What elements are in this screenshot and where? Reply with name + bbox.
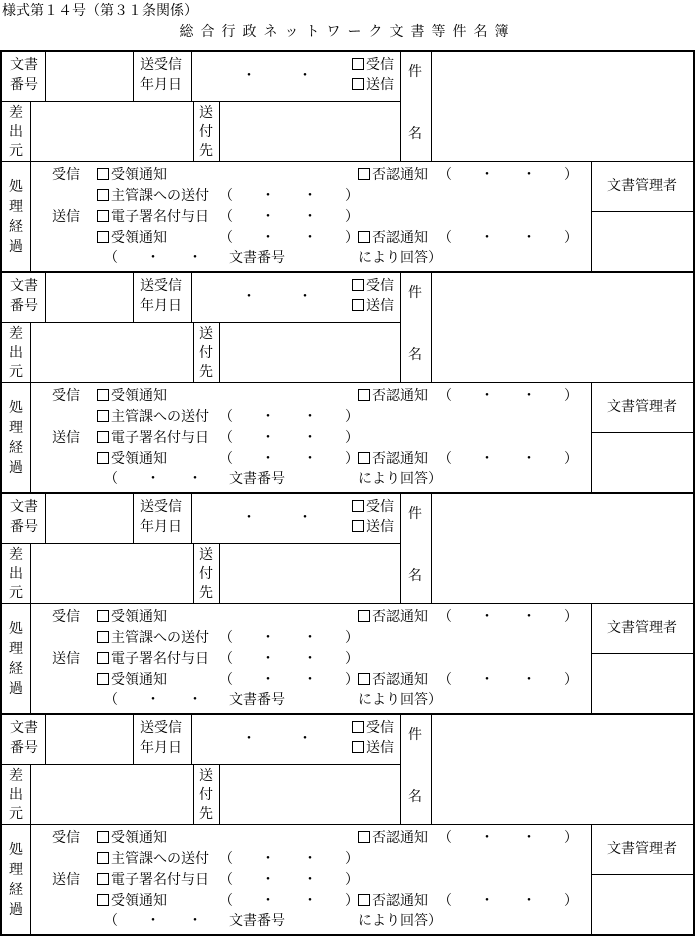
checkbox[interactable] [97,431,109,443]
rejection-notice-option[interactable]: 否認通知 [358,607,428,627]
rejection-notice-option[interactable]: 否認通知 [358,165,428,185]
rejection-notice-date: （ ・ ・ ） [438,830,578,846]
doc-number-label-line2: 番号 [10,740,38,756]
col-divider [219,322,220,382]
col-divider [133,492,134,543]
col-divider [591,382,592,492]
col-divider [191,492,192,543]
main-dept-forward-date: （ ・ ・ ） [219,409,359,425]
col-divider [133,271,134,322]
checkbox[interactable] [97,168,109,180]
register-records [0,50,695,934]
record-top-border [0,50,695,52]
subject-label-top: 件 [408,64,422,80]
send-rejection-notice-option[interactable]: 否認通知 [358,891,428,911]
answer-suffix: により回答） [358,692,442,708]
checkbox[interactable] [352,58,364,70]
row-divider [591,211,695,212]
left-border [0,271,2,492]
send-receipt-notice-option[interactable]: 受領通知 [97,228,167,248]
e-signature-option[interactable]: 電子署名付与日 [97,207,209,227]
record-top-border [0,713,695,715]
checkbox[interactable] [352,520,364,532]
col-divider [193,101,194,161]
col-divider [431,492,432,603]
receipt-notice-option[interactable]: 受領通知 [97,828,167,848]
col-divider [30,603,31,713]
receipt-notice-option[interactable]: 受領通知 [97,607,167,627]
e-signature-date: （ ・ ・ ） [219,209,359,225]
send-section-label: 送信 [52,872,80,888]
send-section-label: 送信 [52,651,80,667]
checkbox[interactable] [352,500,364,512]
send-receive-date-label-line1: 送受信 [140,278,182,294]
row-divider [0,543,400,544]
e-signature-date: （ ・ ・ ） [219,651,359,667]
doc-number-label-line1: 文書 [10,278,38,294]
doc-number-label-line1: 文書 [10,499,38,515]
receive-section-label: 受信 [52,388,80,404]
checkbox[interactable] [97,831,109,843]
receive-section-label: 受信 [52,830,80,846]
e-signature-option[interactable]: 電子署名付与日 [97,649,209,669]
destination-label: 送 付 先 [199,547,213,601]
checkbox[interactable] [358,389,370,401]
checkbox[interactable] [358,452,370,464]
checkbox[interactable] [358,231,370,243]
subject-label-bottom: 名 [408,126,422,142]
row-divider [591,874,695,875]
checkbox[interactable] [358,673,370,685]
col-divider [30,543,31,603]
subject-label-bottom: 名 [408,347,422,363]
received-checkbox-option[interactable]: 受信 [352,497,394,517]
received-checkbox-option[interactable]: 受信 [352,55,394,75]
record-top-border [0,271,695,273]
doc-number-label-line2: 番号 [10,298,38,314]
subject-label-top: 件 [408,506,422,522]
main-dept-forward-option[interactable]: 主管課への送付 [97,186,209,206]
date-dots: ・ ・ [242,68,312,84]
subject-label-bottom: 名 [408,568,422,584]
checkbox[interactable] [97,673,109,685]
send-rejection-notice-date: （ ・ ・ ） [438,672,578,688]
send-receipt-notice-date: （ ・ ・ ） [219,451,359,467]
checkbox[interactable] [97,231,109,243]
col-divider [400,50,401,161]
col-divider [219,543,220,603]
subject-label-bottom: 名 [408,789,422,805]
left-border [0,492,2,713]
send-rejection-notice-date: （ ・ ・ ） [438,893,578,909]
send-receipt-notice-date: （ ・ ・ ） [219,672,359,688]
date-dots: ・ ・ [242,510,312,526]
main-dept-forward-date: （ ・ ・ ） [219,188,359,204]
rejection-notice-option[interactable]: 否認通知 [358,828,428,848]
register-record [0,492,695,713]
doc-manager-label: 文書管理者 [607,620,677,636]
answer-date: （ ・ ・ [104,250,202,266]
left-border [0,50,2,271]
checkbox[interactable] [97,610,109,622]
sender-label: 差 出 元 [9,105,23,159]
process-label: 処 理 経 過 [9,842,23,918]
sent-checkbox-option[interactable]: 送信 [352,296,394,316]
process-label: 処 理 経 過 [9,179,23,255]
checkbox[interactable] [97,189,109,201]
register-record [0,50,695,271]
sender-label: 差 出 元 [9,768,23,822]
record-top-border [0,492,695,494]
col-divider [219,101,220,161]
e-signature-option[interactable]: 電子署名付与日 [97,870,209,890]
row-divider [591,653,695,654]
date-dots: ・ ・ [242,289,312,305]
checkbox[interactable] [358,894,370,906]
col-divider [30,824,31,934]
row-divider [0,101,400,102]
doc-manager-label: 文書管理者 [607,399,677,415]
doc-number-label-line1: 文書 [10,57,38,73]
checkbox[interactable] [352,78,364,90]
receipt-notice-option[interactable]: 受領通知 [97,165,167,185]
col-divider [45,50,46,101]
received-checkbox-option[interactable]: 受信 [352,276,394,296]
send-rejection-notice-date: （ ・ ・ ） [438,451,578,467]
send-receive-date-label-line2: 年月日 [140,519,182,535]
rejection-notice-date: （ ・ ・ ） [438,388,578,404]
sent-checkbox-option[interactable]: 送信 [352,738,394,758]
answer-doc-number-label: 文書番号 [229,250,285,266]
rejection-notice-date: （ ・ ・ ） [438,167,578,183]
col-divider [191,713,192,764]
send-receipt-notice-option[interactable]: 受領通知 [97,891,167,911]
col-divider [400,713,401,824]
col-divider [400,271,401,382]
checkbox[interactable] [352,741,364,753]
checkbox[interactable] [97,652,109,664]
main-dept-forward-option[interactable]: 主管課への送付 [97,849,209,869]
checkbox[interactable] [97,852,109,864]
col-divider [431,713,432,824]
checkbox[interactable] [358,168,370,180]
sender-label: 差 出 元 [9,547,23,601]
checkbox[interactable] [352,279,364,291]
send-section-label: 送信 [52,209,80,225]
send-receive-date-label-line2: 年月日 [140,740,182,756]
subject-label-top: 件 [408,727,422,743]
answer-suffix: により回答） [358,250,442,266]
col-divider [191,50,192,101]
doc-manager-label: 文書管理者 [607,841,677,857]
received-checkbox-option[interactable]: 受信 [352,718,394,738]
send-receipt-notice-date: （ ・ ・ ） [219,230,359,246]
send-receive-date-label-line1: 送受信 [140,720,182,736]
send-receive-date-label-line2: 年月日 [140,77,182,93]
col-divider [431,50,432,161]
left-border [0,713,2,934]
send-section-label: 送信 [52,430,80,446]
rejection-notice-date: （ ・ ・ ） [438,609,578,625]
checkbox[interactable] [352,299,364,311]
destination-label: 送 付 先 [199,326,213,380]
register-record [0,271,695,492]
send-receipt-notice-date: （ ・ ・ ） [219,893,359,909]
destination-label: 送 付 先 [199,105,213,159]
send-receive-date-label-line2: 年月日 [140,298,182,314]
col-divider [191,271,192,322]
row-divider [0,322,400,323]
send-rejection-notice-date: （ ・ ・ ） [438,230,578,246]
checkbox[interactable] [97,410,109,422]
answer-doc-number-label: 文書番号 [229,692,285,708]
send-receipt-notice-option[interactable]: 受領通知 [97,670,167,690]
process-label: 処 理 経 過 [9,621,23,697]
col-divider [45,271,46,322]
send-receive-date-label-line1: 送受信 [140,57,182,73]
checkbox[interactable] [352,721,364,733]
col-divider [30,161,31,271]
answer-doc-number-label: 文書番号 [229,913,285,929]
main-dept-forward-date: （ ・ ・ ） [219,630,359,646]
checkbox[interactable] [358,831,370,843]
col-divider [45,713,46,764]
checkbox[interactable] [97,210,109,222]
answer-date: （ ・ ・ [104,471,202,487]
sender-label: 差 出 元 [9,326,23,380]
col-divider [30,764,31,824]
answer-date: （ ・ ・ [104,692,202,708]
row-divider [0,764,400,765]
col-divider [193,322,194,382]
send-rejection-notice-option[interactable]: 否認通知 [358,449,428,469]
col-divider [219,764,220,824]
form-number: 様式第１４号（第３１条関係） [2,3,198,19]
checkbox[interactable] [97,389,109,401]
send-receive-date-label-line1: 送受信 [140,499,182,515]
e-signature-option[interactable]: 電子署名付与日 [97,428,209,448]
sent-checkbox-option[interactable]: 送信 [352,75,394,95]
answer-suffix: により回答） [358,471,442,487]
row-divider [591,432,695,433]
doc-number-label-line1: 文書 [10,720,38,736]
receipt-notice-option[interactable]: 受領通知 [97,386,167,406]
receive-section-label: 受信 [52,609,80,625]
checkbox[interactable] [97,873,109,885]
checkbox[interactable] [97,452,109,464]
col-divider [30,382,31,492]
subject-label-top: 件 [408,285,422,301]
col-divider [193,764,194,824]
checkbox[interactable] [97,631,109,643]
destination-label: 送 付 先 [199,768,213,822]
process-label: 処 理 経 過 [9,400,23,476]
send-rejection-notice-option[interactable]: 否認通知 [358,670,428,690]
col-divider [133,713,134,764]
col-divider [591,603,592,713]
col-divider [45,492,46,543]
e-signature-date: （ ・ ・ ） [219,872,359,888]
receive-section-label: 受信 [52,167,80,183]
doc-number-label-line2: 番号 [10,519,38,535]
rejection-notice-option[interactable]: 否認通知 [358,386,428,406]
col-divider [431,271,432,382]
col-divider [133,50,134,101]
answer-doc-number-label: 文書番号 [229,471,285,487]
sent-checkbox-option[interactable]: 送信 [352,517,394,537]
col-divider [30,101,31,161]
register-record [0,713,695,934]
e-signature-date: （ ・ ・ ） [219,430,359,446]
answer-suffix: により回答） [358,913,442,929]
send-receipt-notice-option[interactable]: 受領通知 [97,449,167,469]
doc-manager-label: 文書管理者 [607,178,677,194]
main-dept-forward-date: （ ・ ・ ） [219,851,359,867]
col-divider [193,543,194,603]
send-rejection-notice-option[interactable]: 否認通知 [358,228,428,248]
checkbox[interactable] [358,610,370,622]
answer-date: （ ・ ・ [104,913,202,929]
main-dept-forward-option[interactable]: 主管課への送付 [97,628,209,648]
form-title: 総合行政ネットワーク文書等件名簿 [179,24,516,40]
col-divider [591,161,592,271]
col-divider [30,322,31,382]
date-dots: ・ ・ [242,731,312,747]
doc-number-label-line2: 番号 [10,77,38,93]
checkbox[interactable] [97,894,109,906]
col-divider [591,824,592,934]
main-dept-forward-option[interactable]: 主管課への送付 [97,407,209,427]
col-divider [400,492,401,603]
